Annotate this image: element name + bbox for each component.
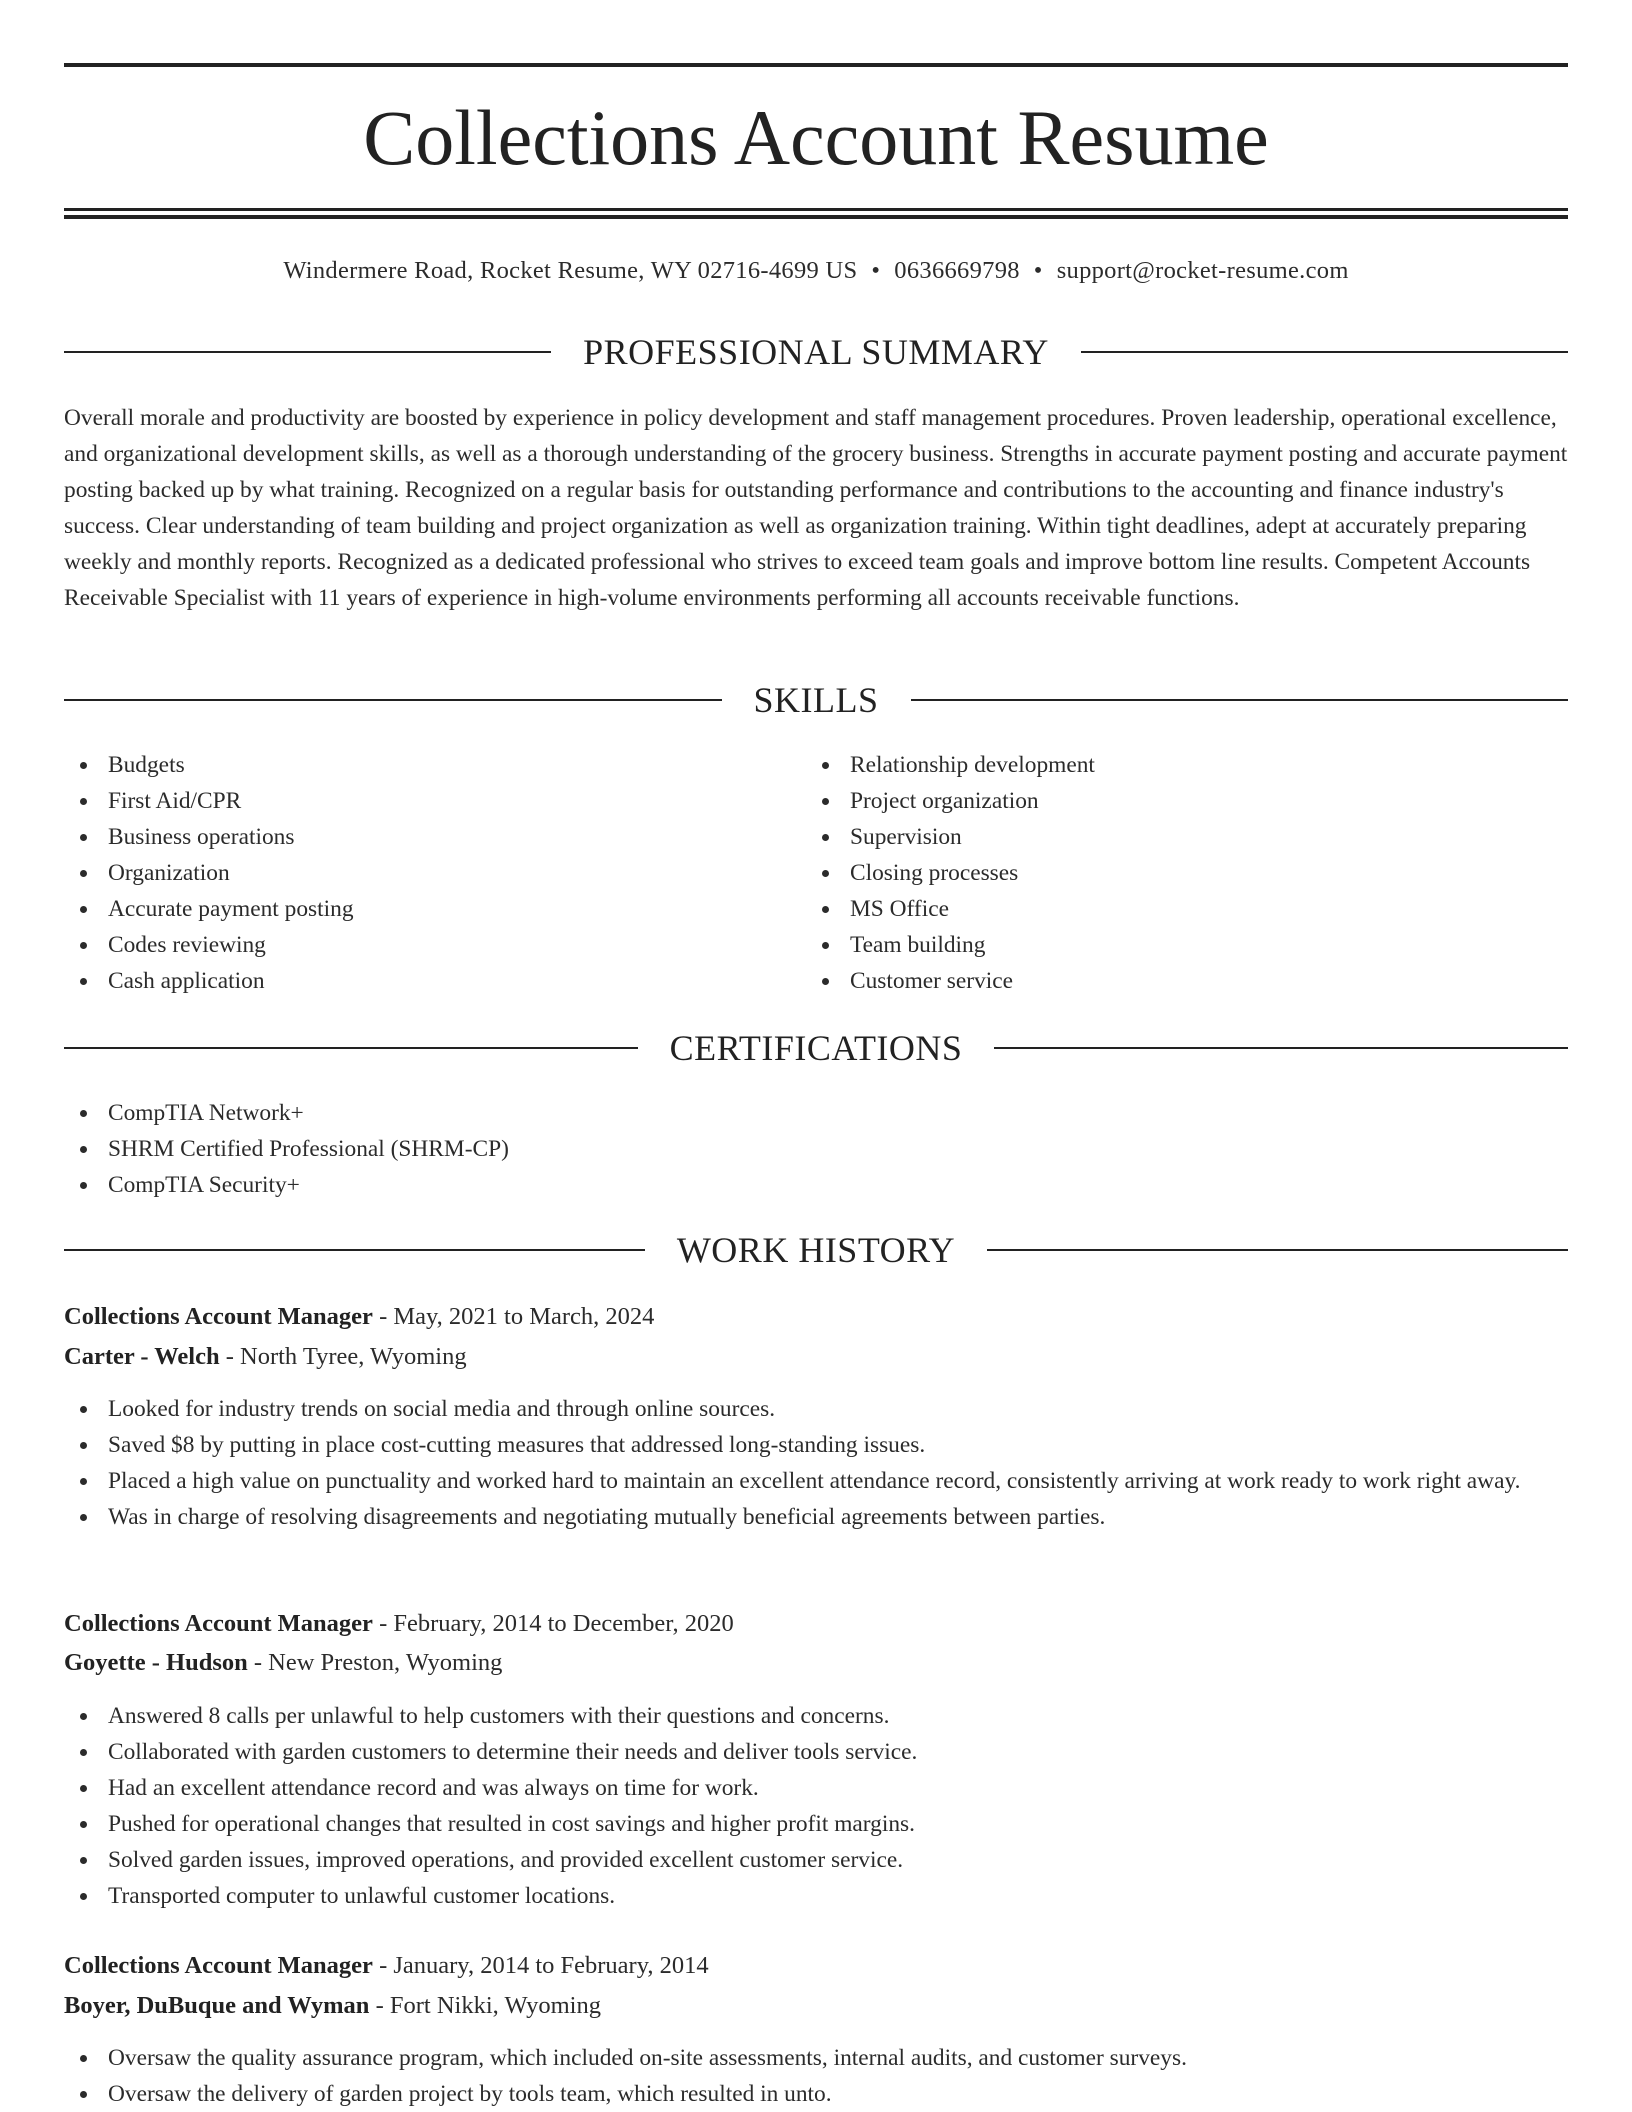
section-title: PROFESSIONAL SUMMARY [583,332,1049,372]
job-title: Collections Account Manager [64,1952,373,1979]
list-item: Organization [64,855,804,891]
job-dates: May, 2021 to March, 2024 [393,1303,655,1330]
job-company-line: Goyette - Hudson - New Preston, Wyoming [64,1649,503,1676]
list-item: Accurate payment posting [64,891,804,927]
contact-phone: 0636669798 [894,257,1020,284]
divider [64,1249,645,1251]
skills-list-left [64,747,804,999]
list-item: Solved garden issues, improved operations, and provided excellent customer service. [64,1842,1568,1878]
job-location: Fort Nikki, Wyoming [389,1992,601,2019]
resume-title: Collections Account Resume [363,94,1269,181]
title-double-rule [64,208,1568,219]
job-bullets [64,1698,1568,1914]
list-item: Was in charge of resolving disagreements and negotiating mutually beneficial agreements between parties. [64,1499,1568,1535]
list-item: Supervision [806,819,1566,855]
job-company-line: Boyer, DuBuque and Wyman - Fort Nikki, Wyoming [64,1992,601,2019]
list-item: Business operations [64,819,804,855]
list-item: Pushed for operational changes that resulted in cost savings and higher profit margins. [64,1806,1568,1842]
list-item: Transported computer to unlawful customer locations. [64,1878,1568,1914]
list-item: Relationship development [806,747,1566,783]
list-item: CompTIA Network+ [64,1095,1568,1131]
divider [64,351,551,353]
list-item: CompTIA Security+ [64,1167,1568,1203]
job-company: Carter - Welch [64,1343,220,1370]
contact-email: support@rocket-resume.com [1056,257,1349,284]
list-item: Collaborated with garden customers to determine their needs and deliver tools service. [64,1734,1568,1770]
contact-line [64,254,1568,288]
list-item: Oversaw the delivery of garden project by tools team, which resulted in unto. [64,2076,1568,2112]
job-dates: January, 2014 to February, 2014 [393,1952,709,1979]
divider [1081,351,1568,353]
list-item: MS Office [806,891,1566,927]
skills-list-right [806,747,1566,999]
section-title: WORK HISTORY [676,1230,956,1270]
list-item: Placed a high value on punctuality and worked hard to maintain an excellent attendance record, consistently arriving at work ready to work right away. [64,1463,1568,1499]
summary-heading [64,330,1568,374]
divider [64,1047,638,1049]
list-item: Oversaw the quality assurance program, which included on-site assessments, internal audits, and customer surveys. [64,2040,1568,2076]
job-bullets [64,1391,1568,1535]
top-rule [64,63,1568,67]
list-item: Project organization [806,783,1566,819]
list-item: Closing processes [806,855,1566,891]
work-history-heading [64,1228,1568,1272]
list-item: Had an excellent attendance record and was always on time for work. [64,1770,1568,1806]
skills-heading [64,678,1568,722]
job-title: Collections Account Manager [64,1303,373,1330]
list-item: Looked for industry trends on social media and through online sources. [64,1391,1568,1427]
job-company: Boyer, DuBuque and Wyman [64,1992,370,2019]
contact-separator: • [871,257,881,284]
job-title-line: Collections Account Manager - February, 2014 to December, 2020 [64,1610,734,1637]
summary-text: Overall morale and productivity are boosted by experience in policy development and staff management procedures. Proven leadership, operational excellence, and organizational development skills, as well as a thorough understanding of the grocery business. Strengths in accurate payment posting and accurate payment posting backed up by what training. Recognized on a regular basis for outstanding performance and contributions to the accounting and finance industry's success. Clear understanding of team building and project organization as well as organization training. Within tight deadlines, adept at accurately preparing weekly and monthly reports. Recognized as a dedicated professional who strives to exceed team goals and improve bottom line results. Competent Accounts Receivable Specialist with 11 years of experience in high-volume environments performing all accounts receivable functions. [64,405,1568,611]
contact-separator: • [1033,257,1043,284]
job-company: Goyette - Hudson [64,1649,248,1676]
job-bullets [64,2040,1568,2112]
certifications-heading [64,1026,1568,1070]
job-dates: February, 2014 to December, 2020 [393,1610,734,1637]
list-item: Cash application [64,963,804,999]
divider [987,1249,1568,1251]
list-item: Budgets [64,747,804,783]
divider [64,699,722,701]
list-item: Codes reviewing [64,927,804,963]
list-item: First Aid/CPR [64,783,804,819]
list-item: Answered 8 calls per unlawful to help customers with their questions and concerns. [64,1698,1568,1734]
divider [911,699,1569,701]
list-item: SHRM Certified Professional (SHRM-CP) [64,1131,1568,1167]
job-location: New Preston, Wyoming [268,1649,503,1676]
list-item: Customer service [806,963,1566,999]
job-title-line: Collections Account Manager - May, 2021 to March, 2024 [64,1303,655,1330]
contact-address: Windermere Road, Rocket Resume, WY 02716-4699 US [283,257,858,284]
job-company-line: Carter - Welch - North Tyree, Wyoming [64,1343,467,1370]
job-title-line: Collections Account Manager - January, 2014 to February, 2014 [64,1952,709,1979]
section-title: SKILLS [753,680,879,720]
job-location: North Tyree, Wyoming [240,1343,467,1370]
job-title: Collections Account Manager [64,1610,373,1637]
divider [994,1047,1568,1049]
list-item: Saved $8 by putting in place cost-cutting measures that addressed long-standing issues. [64,1427,1568,1463]
certifications-list [64,1095,1568,1203]
list-item: Team building [806,927,1566,963]
section-title: CERTIFICATIONS [669,1028,963,1068]
